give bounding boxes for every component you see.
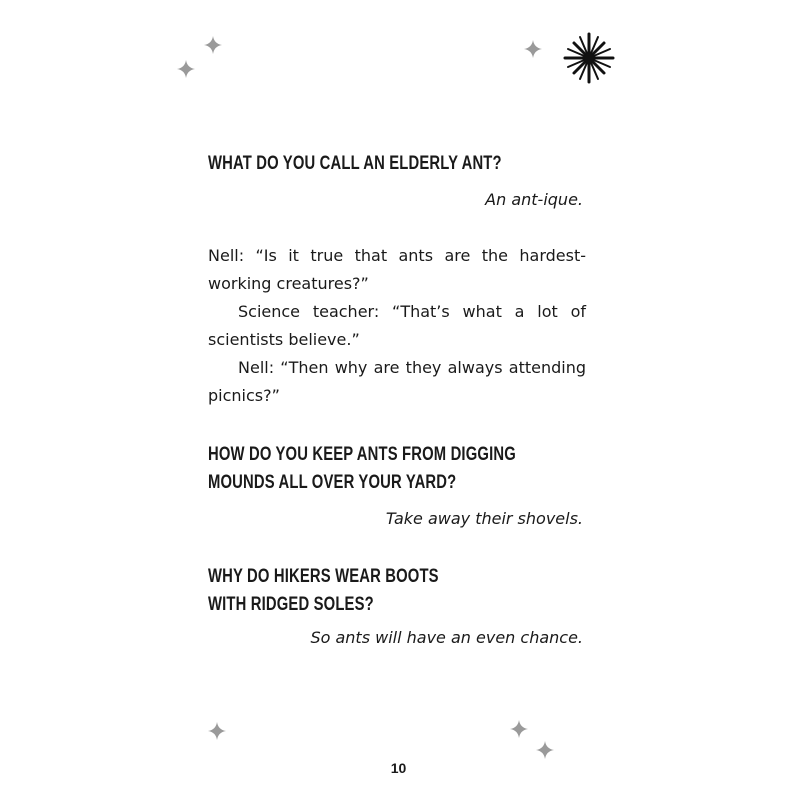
sparkle-icon: [208, 722, 226, 740]
joke-question-line: WITH RIDGED SOLES?: [208, 594, 374, 615]
sparkle-icon: [524, 40, 542, 58]
sparkle-icon: [510, 720, 528, 738]
dialogue-line: Nell: “Then why are they always attending picnics?”: [208, 358, 586, 405]
sparkle-icon: [177, 60, 195, 78]
joke-question: WHAT DO YOU CALL AN ELDERLY ANT?: [208, 153, 502, 174]
dialogue-line: Nell: “Is it true that ants are the hardest-working creatures?”: [208, 246, 586, 293]
joke-question-line: HOW DO YOU KEEP ANTS FROM DIGGING: [208, 444, 516, 465]
joke-answer: So ants will have an even chance.: [310, 628, 583, 647]
starburst-icon: [565, 34, 613, 82]
joke-question-line: MOUNDS ALL OVER YOUR YARD?: [208, 472, 457, 493]
page-number: 10: [390, 760, 407, 776]
dialogue-block: [208, 242, 586, 410]
joke-answer: An ant-ique.: [485, 190, 583, 209]
joke-question-line: WHY DO HIKERS WEAR BOOTS: [208, 566, 439, 587]
sparkle-icon: [204, 36, 222, 54]
sparkle-icon: [536, 741, 554, 759]
dialogue-line: Science teacher: “That’s what a lot of scientists believe.”: [208, 302, 586, 349]
joke-answer: Take away their shovels.: [385, 509, 583, 528]
